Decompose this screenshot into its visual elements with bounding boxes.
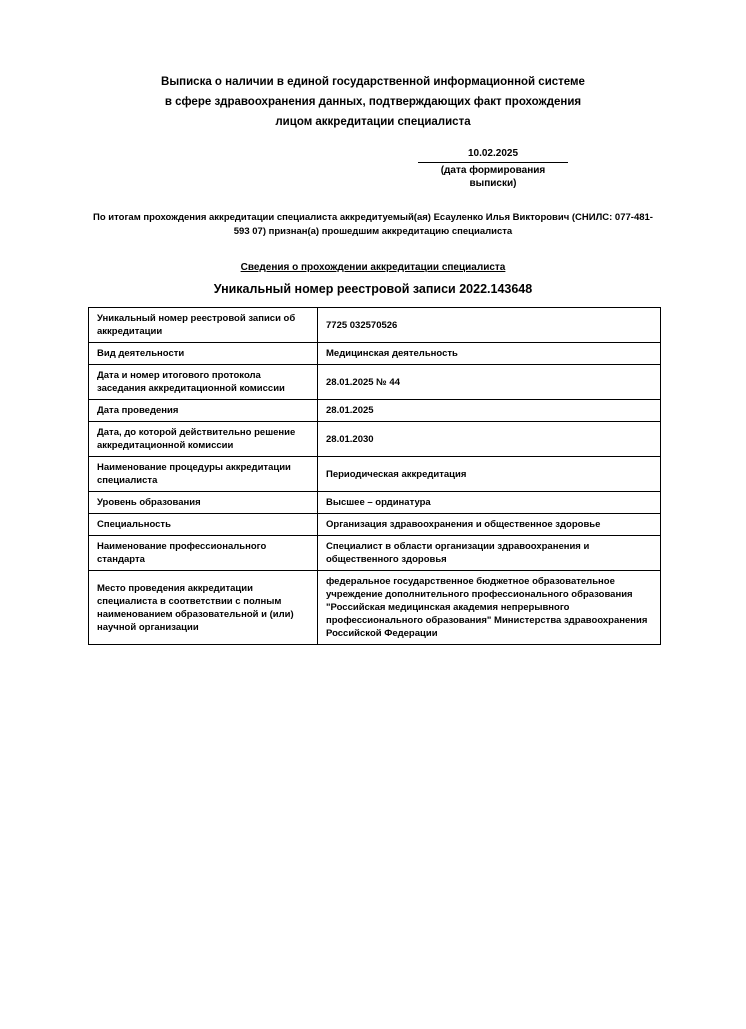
- table-row: [89, 571, 661, 645]
- field-value: Медицинская деятельность: [318, 343, 661, 365]
- table-row: [89, 343, 661, 365]
- table-row: [89, 457, 661, 492]
- field-value: 28.01.2025 № 44: [318, 365, 661, 400]
- document-title: Выписка о наличии в единой государственной информационной системе в сфере здравоохранения данных, подтверждающих факт прохождения лицом аккредитации специалиста: [161, 76, 585, 128]
- field-label: Место проведения аккредитации специалиста в соответствии с полным наименованием образовательной и (или) научной организации: [89, 571, 318, 645]
- field-value: 7725 032570526: [318, 308, 661, 343]
- field-value: Высшее – ординатура: [318, 492, 661, 514]
- table-row: [89, 400, 661, 422]
- field-label: Уникальный номер реестровой записи об аккредитации: [89, 308, 318, 343]
- table-row: [89, 308, 661, 343]
- field-label: Дата проведения: [89, 400, 318, 422]
- field-value: 28.01.2025: [318, 400, 661, 422]
- registry-number-header: Уникальный номер реестровой записи 2022.143648: [213, 282, 533, 296]
- table-row: [89, 422, 661, 457]
- details-section-header: Сведения о прохождении аккредитации специалиста: [240, 262, 506, 273]
- accreditation-summary: По итогам прохождения аккредитации специалиста аккредитуемый(ая) Есауленко Илья Викторович (СНИЛС: 077-481-593 07) признан(а) прошедшим аккредитацию специалиста: [93, 212, 653, 237]
- field-value: Периодическая аккредитация: [318, 457, 661, 492]
- field-label: Наименование профессионального стандарта: [89, 536, 318, 571]
- table-row: [89, 514, 661, 536]
- field-label: Специальность: [89, 514, 318, 536]
- field-label: Вид деятельности: [89, 343, 318, 365]
- issue-date-caption: (дата формирования выписки): [440, 165, 546, 189]
- field-value: федеральное государственное бюджетное образовательное учреждение дополнительного профессионального образования "Российская медицинская академия непрерывного профессионального образования" Министерства здравоохранения Российской Федерации: [318, 571, 661, 645]
- field-label: Дата, до которой действительно решение аккредитационной комиссии: [89, 422, 318, 457]
- table-row: [89, 365, 661, 400]
- table-row: [89, 492, 661, 514]
- issue-date-value: 10.02.2025: [418, 148, 568, 163]
- accreditation-details-table: [88, 307, 661, 645]
- field-label: Наименование процедуры аккредитации специалиста: [89, 457, 318, 492]
- issue-date-block: [418, 148, 568, 190]
- field-label: Уровень образования: [89, 492, 318, 514]
- field-value: Специалист в области организации здравоохранения и общественного здоровья: [318, 536, 661, 571]
- field-label: Дата и номер итогового протокола заседания аккредитационной комиссии: [89, 365, 318, 400]
- field-value: Организация здравоохранения и общественное здоровье: [318, 514, 661, 536]
- table-row: [89, 536, 661, 571]
- field-value: 28.01.2030: [318, 422, 661, 457]
